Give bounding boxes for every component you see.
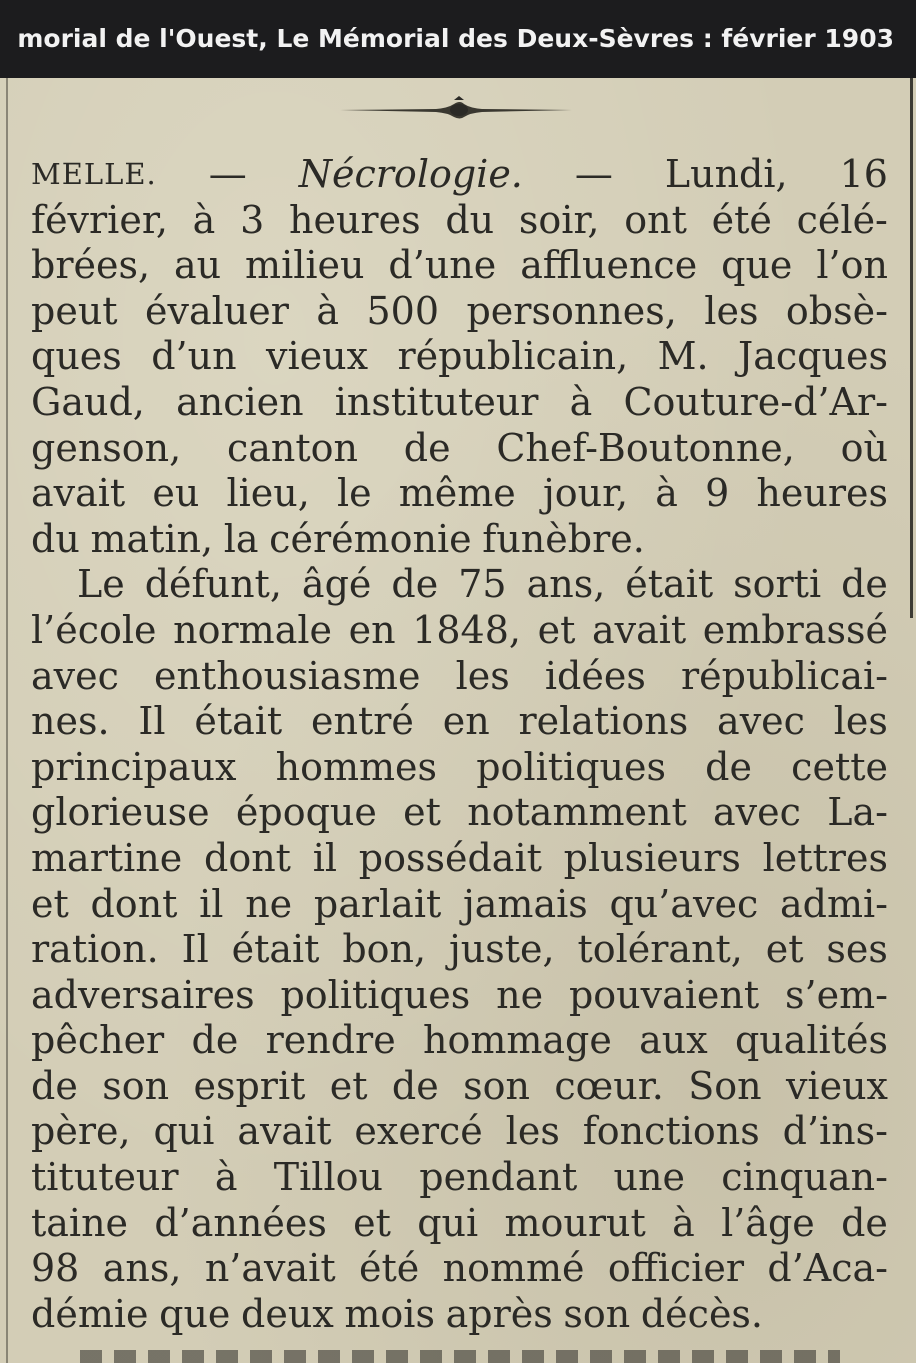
article-line: genson, canton de Chef-Boutonne, où — [31, 425, 888, 470]
article-line: 98 ans, n’avait été nommé officier d’Aca- — [31, 1246, 888, 1291]
newspaper-scan — [0, 78, 916, 1363]
article-line: adversaires politiques ne pouvaient s’em- — [31, 972, 888, 1017]
article-line: démie que deux mois après son décès. — [31, 1291, 764, 1336]
article-line: ration. Il était bon, juste, tolérant, et ses — [31, 927, 888, 972]
article-line: nes. Il était entré en relations avec les — [31, 699, 888, 744]
article-line: Le défunt, âgé de 75 ans, était sorti de — [77, 562, 888, 607]
article-line: Gaud, ancien instituteur à Couture-d’Ar- — [31, 379, 888, 424]
column-rule-right — [910, 78, 913, 618]
article-line: de son esprit et de son cœur. Son vieux — [31, 1063, 888, 1108]
cut-off-next-line — [80, 1350, 840, 1363]
title-bar — [0, 0, 916, 78]
page-title: morial de l'Ouest, Le Mémorial des Deux-Sèvres : février 1903 — [17, 24, 894, 53]
article-line: tituteur à Tillou pendant une cinquan- — [31, 1155, 888, 1200]
article-line: avait eu lieu, le même jour, à 9 heures — [31, 471, 888, 516]
column-rule-left — [6, 78, 8, 1363]
article-line: du matin, la cérémonie funèbre. — [31, 516, 645, 561]
article-line: février, à 3 heures du soir, ont été célé- — [31, 197, 888, 242]
article-line: avec enthousiasme les idées républicai- — [31, 653, 888, 698]
ornament-divider-icon — [336, 96, 576, 124]
article-line: ques d’un vieux républicain, M. Jacques — [31, 334, 888, 379]
article-line: pêcher de rendre hommage aux qualités — [31, 1018, 888, 1063]
article-line: père, qui avait exercé les fonctions d’ins- — [31, 1109, 888, 1154]
article-line: principaux hommes politiques de cette — [31, 744, 888, 789]
article-line: glorieuse époque et notamment avec La- — [31, 790, 888, 835]
article-line: taine d’années et qui mourut à l’âge de — [31, 1200, 888, 1245]
article-line: martine dont il possédait plusieurs lettres — [31, 835, 888, 880]
article-body — [31, 152, 888, 1337]
article-line: peut évaluer à 500 personnes, les obsè- — [31, 288, 888, 333]
article-line: et dont il ne parlait jamais qu’avec admi- — [31, 881, 888, 926]
article-line: brées, au milieu d’une affluence que l’on — [31, 243, 888, 288]
article-line: MELLE. — Nécrologie. — Lundi, 16 — [31, 152, 888, 196]
article-line: l’école normale en 1848, et avait embrassé — [31, 607, 888, 652]
